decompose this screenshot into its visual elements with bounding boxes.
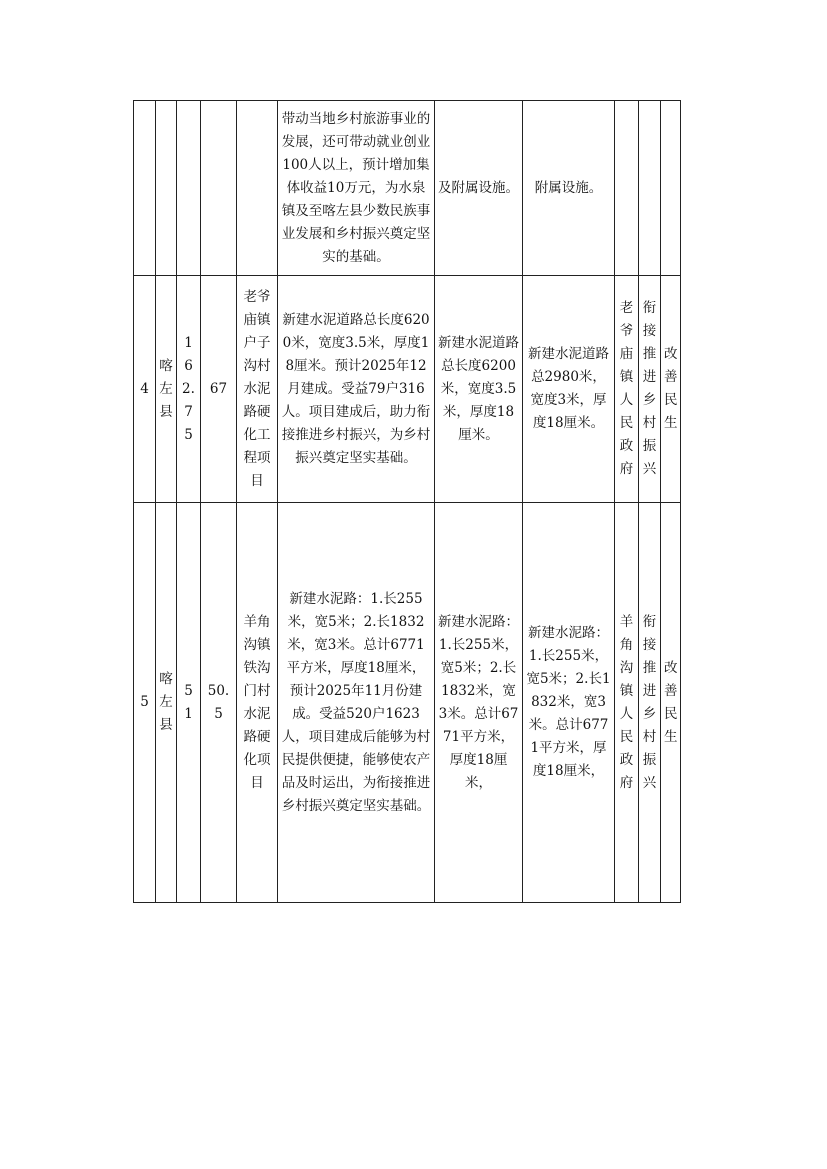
- cell-unit: [615, 101, 639, 276]
- cell-county: 喀左县: [156, 503, 177, 903]
- cell-content-a: 新建水泥道路总长度6200米，宽度3.5米，厚度18厘米。: [435, 276, 523, 503]
- cell-content-b: 新建水泥道路总2980米，宽度3米，厚度18厘米。: [523, 276, 615, 503]
- cell-no: 5: [134, 503, 156, 903]
- cell-description: 新建水泥道路总长度6200米，宽度3.5米，厚度18厘米。预计2025年12月建成。受益79户316人。项目建成后，助力衔接推进乡村振兴，为乡村振兴奠定坚实基础。: [278, 276, 435, 503]
- cell-amount: [177, 101, 201, 276]
- cell-description: 新建水泥路：1.长255米，宽5米；2.长1832米，宽3米。总计6771平方米，厚度18厘米，预计2025年11月份建成。受益520户1623人，项目建成后能够为村民提供便捷，能够使农产品及时运出，为衔接推进乡村振兴奠定坚实基础。: [278, 503, 435, 903]
- cell-amount2: 50.5: [201, 503, 237, 903]
- cell-purpose: [661, 101, 681, 276]
- cell-content-a: 新建水泥路：1.长255米，宽5米；2.长1832米，宽3米。总计6771平方米，厚度18厘米，: [435, 503, 523, 903]
- cell-no: 4: [134, 276, 156, 503]
- cell-category: 衔接推进乡村振兴: [639, 276, 661, 503]
- cell-amount: 51: [177, 503, 201, 903]
- cell-amount2: [201, 101, 237, 276]
- cell-category: [639, 101, 661, 276]
- cell-no: [134, 101, 156, 276]
- table-row: [134, 276, 681, 503]
- cell-content-b: 附属设施。: [523, 101, 615, 276]
- cell-unit: 老爷庙镇人民政府: [615, 276, 639, 503]
- cell-content-b: 新建水泥路：1.长255米，宽5米；2.长1832米，宽3米。总计6771平方米，厚度18厘米，: [523, 503, 615, 903]
- cell-county: 喀左县: [156, 276, 177, 503]
- cell-purpose: 改善民生: [661, 276, 681, 503]
- cell-project: 羊角沟镇铁沟门村水泥路硬化项目: [237, 503, 278, 903]
- cell-unit: 羊角沟镇人民政府: [615, 503, 639, 903]
- cell-county: [156, 101, 177, 276]
- table-row-continuation: [134, 101, 681, 276]
- cell-category: 衔接推进乡村振兴: [639, 503, 661, 903]
- cell-project: [237, 101, 278, 276]
- cell-purpose: 改善民生: [661, 503, 681, 903]
- cell-amount2: 67: [201, 276, 237, 503]
- cell-amount: 162.75: [177, 276, 201, 503]
- table-row: [134, 503, 681, 903]
- cell-content-a: 及附属设施。: [435, 101, 523, 276]
- cell-description: 带动当地乡村旅游事业的发展，还可带动就业创业100人以上，预计增加集体收益10万元，为水泉镇及至喀左县少数民族事业发展和乡村振兴奠定坚实的基础。: [278, 101, 435, 276]
- cell-project: 老爷庙镇户子沟村水泥路硬化工程项目: [237, 276, 278, 503]
- project-table: [133, 100, 681, 903]
